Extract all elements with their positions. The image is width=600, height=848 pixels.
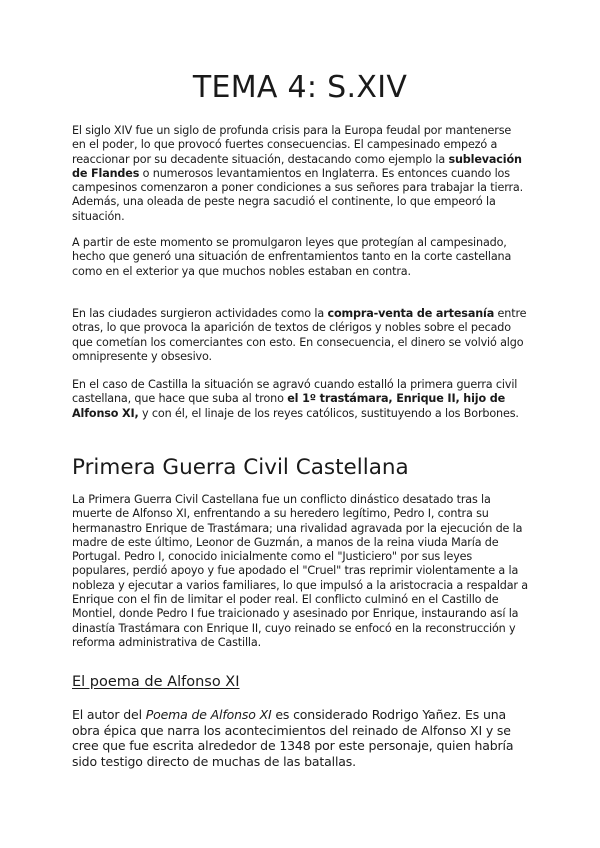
bold-text: el 1º trastámara, Enrique II, hijo de Alfonso XI, bbox=[72, 392, 506, 420]
subsection-heading: El poema de Alfonso XI bbox=[72, 674, 240, 690]
text-run: En las ciudades surgieron actividades como la bbox=[72, 307, 328, 320]
text-run: o numerosos levantamientos en Inglaterra. Es entonces cuando los campesinos comenzaron a poner condiciones a sus señores para trabajar la tierra. Además, una oleada de peste negra sacudió el continente, lo que empeoró la situación. bbox=[72, 166, 524, 223]
bold-text: compra-venta de artesanía bbox=[327, 307, 495, 320]
paragraph-intro bbox=[72, 124, 528, 224]
page-title: TEMA 4: S.XIV bbox=[192, 70, 408, 105]
text-run: En el caso de Castilla la situación se agravó cuando estalló la primera guerra civil castellana, que hace que suba al trono bbox=[72, 378, 518, 406]
paragraph-castilla bbox=[72, 378, 528, 421]
paragraph-leyes: A partir de este momento se promulgaron leyes que protegían al campesinado, hecho que generó una situación de enfrentamientos tanto en la corte castellana como en el exterior ya que muchos nobles estaban en contra. bbox=[72, 236, 512, 278]
text-run: El siglo XIV fue un siglo de profunda crisis para la Europa feudal por mantenerse en el poder, lo que provocó fuertes consecuencias. El campesinado empezó a reaccionar por su decadente situación, destacando como ejemplo la bbox=[72, 124, 512, 166]
paragraph-ciudades bbox=[72, 307, 528, 364]
text-run: es considerado Rodrigo Yañez. Es una obra épica que narra los acontecimientos del reinado de Alfonso XI y se cree que fue escrita alrededor de 1348 por este personaje, quien habría sido testigo directo de muchas de las batallas. bbox=[72, 707, 514, 770]
text-run: y con él, el linaje de los reyes católicos, sustituyendo a los Borbones. bbox=[138, 406, 519, 420]
bold-text: sublevación de Flandes bbox=[72, 152, 522, 180]
paragraph-guerra-civil: La Primera Guerra Civil Castellana fue un conflicto dinástico desatado tras la muerte de Alfonso XI, enfrentando a su heredero legítimo, Pedro I, contra su hermanastro Enrique de Trastámara; una rivalidad agravada por la ejecución de la madre de este último, Leonor de Guzmán, a manos de la reina viuda María de Portugal. Pedro I, conocido inicialmente como el "Justiciero" por sus leyes populares, perdió apoyo y fue apodado el "Cruel" tras reprimir violentamente a la nobleza y ejecutar a varios familiares, lo que impulsó a la aristocracia a respaldar a Enrique con el fin de limitar el poder real. El conflicto culminó en el Castillo de Montiel, donde Pedro I fue traicionado y asesinado por Enrique, instaurando así la dinastía Trastámara con Enrique II, cuyo reinado se enfocó en la reconstrucción y reforma administrativa de Castilla. bbox=[72, 493, 528, 649]
text-run: entre otras, lo que provoca la aparición de textos de clérigos y nobles sobre el pecado que cometían los comerciantes con esto. En consecuencia, el dinero se volvió algo omnipresente y obsesivo. bbox=[72, 307, 527, 363]
text-run: El autor del bbox=[72, 707, 146, 722]
section-heading: Primera Guerra Civil Castellana bbox=[72, 455, 409, 480]
paragraph-poema bbox=[72, 707, 528, 770]
italic-text: Poema de Alfonso XI bbox=[145, 707, 272, 722]
